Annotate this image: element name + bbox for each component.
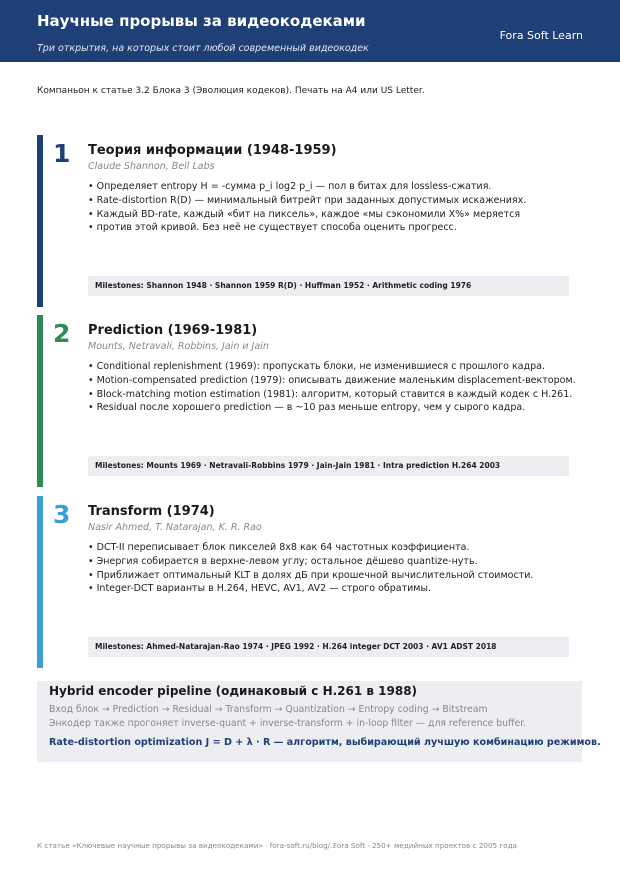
section-accent-bar <box>37 496 43 668</box>
bullet-item: • Каждый BD-rate, каждый «бит на пиксель», каждое «мы сэкономили X%» меряется <box>88 208 521 220</box>
brand-label: Fora Soft Learn <box>499 29 583 42</box>
section-bullets <box>88 360 576 415</box>
page-header <box>0 0 620 62</box>
bullet-item: • Block-matching motion estimation (1981): алгоритм, который ставится в каждый кодек с H.261. <box>88 388 573 400</box>
section-number: 3 <box>53 500 71 529</box>
section-title: Transform (1974) <box>88 504 215 519</box>
bullet-item: • Определяет entropy H = -сумма p_i log2 p_i — пол в битах для lossless-сжатия. <box>88 181 492 192</box>
section-prediction <box>37 315 576 487</box>
bullet-item: • Conditional replenishment (1969): пропускать блоки, не изменившиеся с прошлого кадра. <box>88 361 545 372</box>
section-authors: Claude Shannon, Bell Labs <box>88 161 215 172</box>
section-title: Теория информации (1948-1959) <box>88 143 337 158</box>
bullet-item: • DCT-II переписывает блок пикселей 8x8 как 64 частотных коэффициента. <box>88 542 470 553</box>
section-accent-bar <box>37 135 43 307</box>
section-bullets <box>88 541 533 596</box>
bullet-item: • Энергия собирается в верхне-левом углу; остальное дёшево quantize-нуть. <box>88 555 478 567</box>
footer-left: К статье «Ключевые научные прорывы за видеокодеками» · fora-soft.ru/blog/... <box>37 841 337 850</box>
bullet-item: • Integer-DCT варианты в H.264, HEVC, AV1, AV2 — строго обратимы. <box>88 583 431 595</box>
section-number: 1 <box>53 139 71 168</box>
section-authors: Nasir Ahmed, T. Natarajan, K. R. Rao <box>88 522 262 533</box>
section-accent-bar <box>37 315 43 487</box>
milestones-bar: Milestones: Mounts 1969 · Netravali-Robbins 1979 · Jain-Jain 1981 · Intra prediction H.264 2003 <box>88 456 569 476</box>
intro-text: Компаньон к статье 3.2 Блока 3 (Эволюция кодеков). Печать на A4 или US Letter. <box>37 86 425 96</box>
section-authors: Mounts, Netravali, Robbins, Jain и Jain <box>88 341 269 352</box>
section-transform <box>37 496 569 668</box>
section-bullets <box>88 180 526 235</box>
pipeline-flow-text: Вход блок → Prediction → Residual → Transform → Quantization → Entropy coding → Bitstream <box>49 704 488 715</box>
section-title: Prediction (1969-1981) <box>88 323 258 338</box>
footer-right: Fora Soft · 250+ медийных проектов с 2005 года <box>333 841 517 850</box>
bullet-item: • Rate-distortion R(D) — минимальный битрейт при заданных допустимых искажениях. <box>88 194 527 206</box>
bullet-item: • Residual после хорошего prediction — в ~10 раз меньше entropy, чем у сырого кадра. <box>88 402 526 414</box>
section-information-theory <box>37 135 569 307</box>
pipeline-note-text: Энкодер также прогоняет inverse-quant + inverse-transform + in-loop filter — для reference buffer. <box>49 718 527 729</box>
milestones-bar: Milestones: Shannon 1948 · Shannon 1959 R(D) · Huffman 1952 · Arithmetic coding 1976 <box>88 276 569 296</box>
bullet-item: • Приближает оптимальный KLT в долях дБ при крошечной вычислительной стоимости. <box>88 569 534 581</box>
rdo-formula-text: Rate-distortion optimization J = D + λ · R — алгоритм, выбирающий лучшую комбинацию режимов. <box>49 737 601 748</box>
pipeline-title: Hybrid encoder pipeline (одинаковый с H.261 в 1988) <box>49 684 418 698</box>
page-title: Научные прорывы за видеокодеками <box>37 12 366 30</box>
pipeline-box <box>37 681 601 762</box>
section-number: 2 <box>53 319 71 348</box>
page-subtitle: Три открытия, на которых стоит любой современный видеокодек <box>37 43 369 54</box>
milestones-bar: Milestones: Ahmed-Natarajan-Rao 1974 · JPEG 1992 · H.264 integer DCT 2003 · AV1 ADST 2018 <box>88 637 569 657</box>
bullet-item: • Motion-compensated prediction (1979): описывать движение маленьким displacement-вектором. <box>88 374 576 386</box>
bullet-item: • против этой кривой. Без неё не существует способа оценить прогресс. <box>88 222 457 234</box>
